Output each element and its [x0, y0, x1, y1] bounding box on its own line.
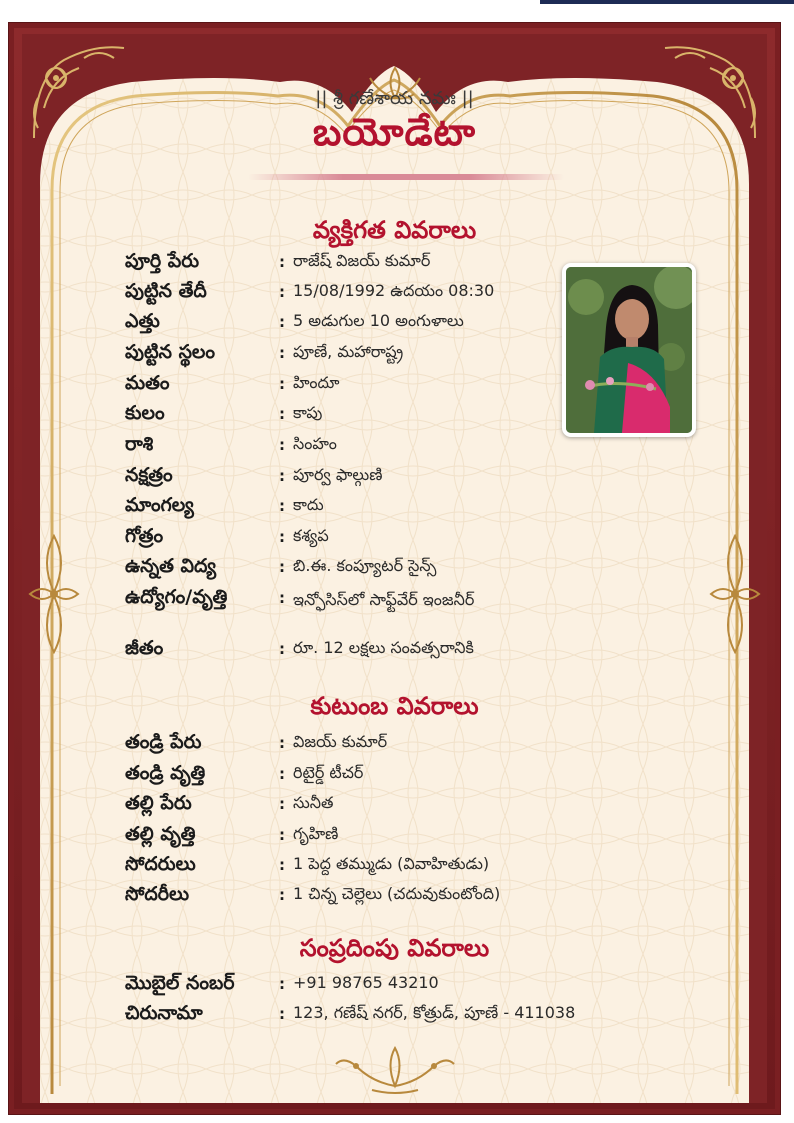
- personal-section-heading: వ్యక్తిగత వివరాలు: [312, 216, 477, 244]
- field-label: రాశి: [125, 433, 154, 455]
- field-separator: :: [279, 436, 285, 454]
- family-row: [22, 731, 767, 759]
- personal-row: [22, 525, 767, 553]
- field-separator: :: [279, 1005, 285, 1023]
- field-label: కులం: [125, 402, 165, 424]
- field-label: ఉన్నత విద్య: [125, 555, 217, 577]
- field-value: కశ్యప: [293, 526, 329, 545]
- family-row: [22, 762, 767, 790]
- family-row: [22, 792, 767, 820]
- field-label: పూర్తి పేరు: [125, 250, 200, 272]
- field-value: సునీత: [293, 793, 334, 812]
- field-separator: :: [279, 765, 285, 783]
- field-value: హిందూ: [293, 373, 340, 392]
- field-label: పుట్టిన స్థలం: [125, 341, 216, 363]
- field-value: పూర్వ ఫాల్గుణి: [293, 465, 383, 484]
- personal-row: [22, 555, 767, 583]
- field-label: నక్షత్రం: [125, 464, 173, 486]
- field-value: 5 అడుగుల 10 అంగుళాలు: [293, 311, 464, 330]
- family-section-heading: కుటుంబ వివరాలు: [310, 692, 479, 720]
- field-value: కాదు: [293, 495, 324, 514]
- biodata-paper: [22, 34, 767, 1103]
- contact-row: [22, 972, 767, 1000]
- portrait-image: [566, 267, 692, 433]
- field-value: 1 పెద్ద తమ్ముడు (వివాహితుడు): [293, 854, 490, 873]
- field-value: విజయ్ కుమార్: [293, 732, 388, 751]
- top-edge-bar: [540, 0, 794, 4]
- field-separator: :: [279, 528, 285, 546]
- field-label: ఉద్యోగం/వృత్తి: [125, 586, 228, 608]
- field-label: తండ్రి పేరు: [125, 731, 202, 753]
- personal-row: [22, 494, 767, 522]
- field-label: ఎత్తు: [125, 310, 160, 332]
- field-label: సోదరీలు: [125, 883, 190, 905]
- field-value: +91 98765 43210: [293, 973, 439, 992]
- field-value: 15/08/1992 ఉదయం 08:30: [293, 281, 495, 300]
- personal-row: [22, 464, 767, 492]
- contact-section-heading: సంప్రదింపు వివరాలు: [299, 934, 490, 962]
- family-row: [22, 883, 767, 911]
- field-separator: :: [279, 497, 285, 515]
- biodata-frame: [8, 22, 781, 1115]
- biodata-content: [22, 34, 767, 1103]
- field-separator: :: [279, 375, 285, 393]
- field-label: చిరునామా: [125, 1002, 203, 1024]
- page-title: బయోడేటా: [312, 110, 477, 154]
- personal-row: [22, 586, 767, 614]
- field-separator: :: [279, 975, 285, 993]
- field-separator: :: [279, 283, 285, 301]
- field-separator: :: [279, 795, 285, 813]
- field-value: గృహిణి: [293, 824, 339, 843]
- field-separator: :: [279, 253, 285, 271]
- field-label: తల్లి వృత్తి: [125, 823, 196, 845]
- field-label: జీతం: [125, 637, 164, 659]
- profile-photo: [562, 263, 696, 437]
- field-label: పుట్టిన తేదీ: [125, 280, 207, 302]
- field-label: మొబైల్ నంబర్: [125, 972, 235, 994]
- field-value: ఇన్ఫోసిస్‌లో సాఫ్ట్‌వేర్ ఇంజనీర్: [293, 590, 475, 609]
- field-label: తల్లి పేరు: [125, 792, 192, 814]
- field-value: 1 చిన్న చెల్లెలు (చదువుకుంటోంది): [293, 884, 501, 903]
- personal-row: [22, 433, 767, 461]
- field-separator: :: [279, 405, 285, 423]
- field-separator: :: [279, 734, 285, 752]
- field-separator: :: [279, 344, 285, 362]
- field-separator: :: [279, 856, 285, 874]
- field-label: మతం: [125, 372, 170, 394]
- personal-row: [22, 637, 767, 665]
- field-separator: :: [279, 640, 285, 658]
- field-value: రాజేష్ విజయ్ కుమార్: [293, 251, 431, 270]
- field-value: సింహం: [293, 434, 337, 453]
- family-row: [22, 823, 767, 851]
- field-label: మాంగల్య: [125, 494, 194, 516]
- field-value: రూ. 12 లక్షలు సంవత్సరానికి: [293, 638, 474, 657]
- field-value: 123, గణేష్ నగర్, కోత్రుడ్, పూణే - 411038: [293, 1003, 576, 1022]
- invocation-text: || శ్రీ గణేశాయ నమః ||: [315, 88, 474, 109]
- contact-row: [22, 1002, 767, 1030]
- field-separator: :: [279, 313, 285, 331]
- field-separator: :: [279, 467, 285, 485]
- family-row: [22, 853, 767, 881]
- field-separator: :: [279, 886, 285, 904]
- field-value: పూణే, మహారాష్ట్ర: [293, 342, 404, 361]
- field-separator: :: [279, 558, 285, 576]
- field-label: సోదరులు: [125, 853, 196, 875]
- field-value: బి.ఈ. కంప్యూటర్ సైన్స్: [293, 556, 437, 575]
- field-separator: :: [279, 589, 285, 607]
- field-value: కాపు: [293, 403, 323, 422]
- title-divider: [248, 174, 564, 180]
- field-label: గోత్రం: [125, 525, 164, 547]
- field-value: రిటైర్డ్ టీచర్: [293, 763, 364, 782]
- field-label: తండ్రి వృత్తి: [125, 762, 206, 784]
- field-separator: :: [279, 826, 285, 844]
